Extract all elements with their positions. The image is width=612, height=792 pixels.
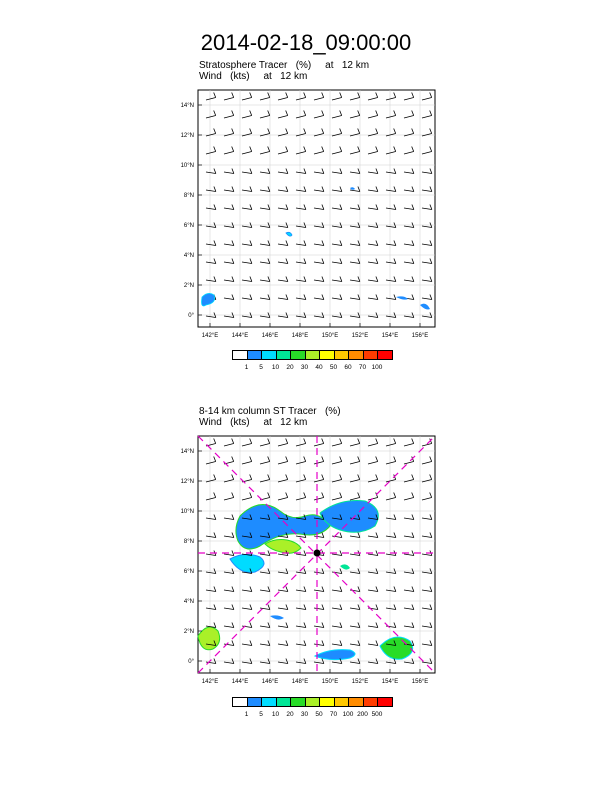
lon-label: 154°E (381, 679, 399, 685)
colorbar-swatch (290, 350, 306, 360)
panel1-colorbar-labels (232, 364, 432, 374)
colorbar-swatch (334, 697, 350, 707)
panel1-title-line2: Wind (kts) at 12 km (199, 71, 308, 82)
lon-label: 142°E (201, 679, 219, 685)
lat-label: 12°N (180, 479, 194, 485)
lat-label: 0° (188, 659, 194, 665)
lat-label: 0° (188, 313, 194, 319)
colorbar-label: 10 (271, 364, 280, 371)
lon-label: 146°E (261, 333, 279, 339)
center-marker (314, 550, 321, 557)
colorbar-label: 200 (357, 711, 368, 718)
lon-label: 142°E (201, 333, 219, 339)
lat-label: 8°N (183, 539, 194, 545)
colorbar-label: 20 (286, 711, 294, 718)
colorbar-label: 70 (358, 364, 367, 371)
lon-label: 156°E (411, 679, 429, 685)
lon-label: 148°E (291, 333, 309, 339)
lat-label: 4°N (183, 599, 194, 605)
colorbar-label: 500 (371, 711, 383, 718)
colorbar-label: 50 (329, 364, 338, 371)
lat-label: 4°N (183, 253, 194, 259)
colorbar-swatch (261, 697, 277, 707)
colorbar-swatch (377, 697, 393, 707)
lat-label: 14°N (180, 103, 194, 109)
lat-label: 6°N (183, 223, 194, 229)
colorbar-label: 20 (286, 364, 294, 371)
panel1-map (180, 85, 460, 355)
colorbar-label: 1 (244, 711, 249, 718)
lon-label: 144°E (231, 679, 249, 685)
lon-label: 154°E (381, 333, 399, 339)
main-title: 2014-02-18_09:00:00 (200, 30, 412, 55)
panel2-title-line2: Wind (kts) at 12 km (199, 417, 308, 428)
lat-label: 10°N (180, 163, 194, 169)
colorbar-label: 40 (315, 364, 323, 371)
lon-label: 148°E (291, 679, 309, 685)
colorbar-label: 70 (329, 711, 338, 718)
panel2-map (180, 431, 460, 701)
colorbar-label: 30 (300, 364, 309, 371)
colorbar-swatch (363, 350, 379, 360)
lon-label: 144°E (231, 333, 249, 339)
colorbar-swatch (305, 350, 321, 360)
colorbar-swatch (232, 350, 248, 360)
colorbar-swatch (290, 697, 306, 707)
colorbar-swatch (319, 350, 335, 360)
colorbar-swatch (334, 350, 350, 360)
colorbar-swatch (319, 697, 335, 707)
colorbar-swatch (377, 350, 393, 360)
colorbar-label: 100 (371, 364, 383, 371)
colorbar-swatch (305, 697, 321, 707)
lon-label: 150°E (321, 333, 339, 339)
colorbar-label: 5 (259, 711, 263, 718)
panel1-colorbar (232, 350, 392, 360)
lon-label: 146°E (261, 679, 279, 685)
lat-label: 14°N (180, 449, 194, 455)
colorbar-label: 60 (344, 364, 352, 371)
colorbar-swatch (247, 697, 263, 707)
panel2-title-line1: 8-14 km column ST Tracer (%) (199, 406, 341, 417)
lat-label: 8°N (183, 193, 194, 199)
colorbar-label: 5 (259, 364, 263, 371)
colorbar-swatch (261, 350, 277, 360)
lon-label: 150°E (321, 679, 339, 685)
colorbar-swatch (348, 350, 364, 360)
colorbar-label: 50 (315, 711, 323, 718)
colorbar-swatch (363, 697, 379, 707)
colorbar-swatch (276, 697, 292, 707)
colorbar-swatch (348, 697, 364, 707)
colorbar-label: 30 (300, 711, 309, 718)
colorbar-swatch (232, 697, 248, 707)
lat-label: 6°N (183, 569, 194, 575)
lat-label: 10°N (180, 509, 194, 515)
colorbar-label: 100 (342, 711, 354, 718)
panel2-colorbar (232, 697, 392, 707)
lat-label: 12°N (180, 133, 194, 139)
colorbar-label: 10 (271, 711, 280, 718)
lon-label: 156°E (411, 333, 429, 339)
colorbar-swatch (247, 350, 263, 360)
colorbar-label: 1 (244, 364, 249, 371)
panel1-title-line1: Stratosphere Tracer (%) at 12 km (199, 60, 370, 71)
lon-label: 152°E (351, 679, 369, 685)
panel2-colorbar-labels (232, 711, 432, 721)
lat-label: 2°N (183, 629, 194, 635)
lon-label: 152°E (351, 333, 369, 339)
colorbar-swatch (276, 350, 292, 360)
lat-label: 2°N (183, 283, 194, 289)
